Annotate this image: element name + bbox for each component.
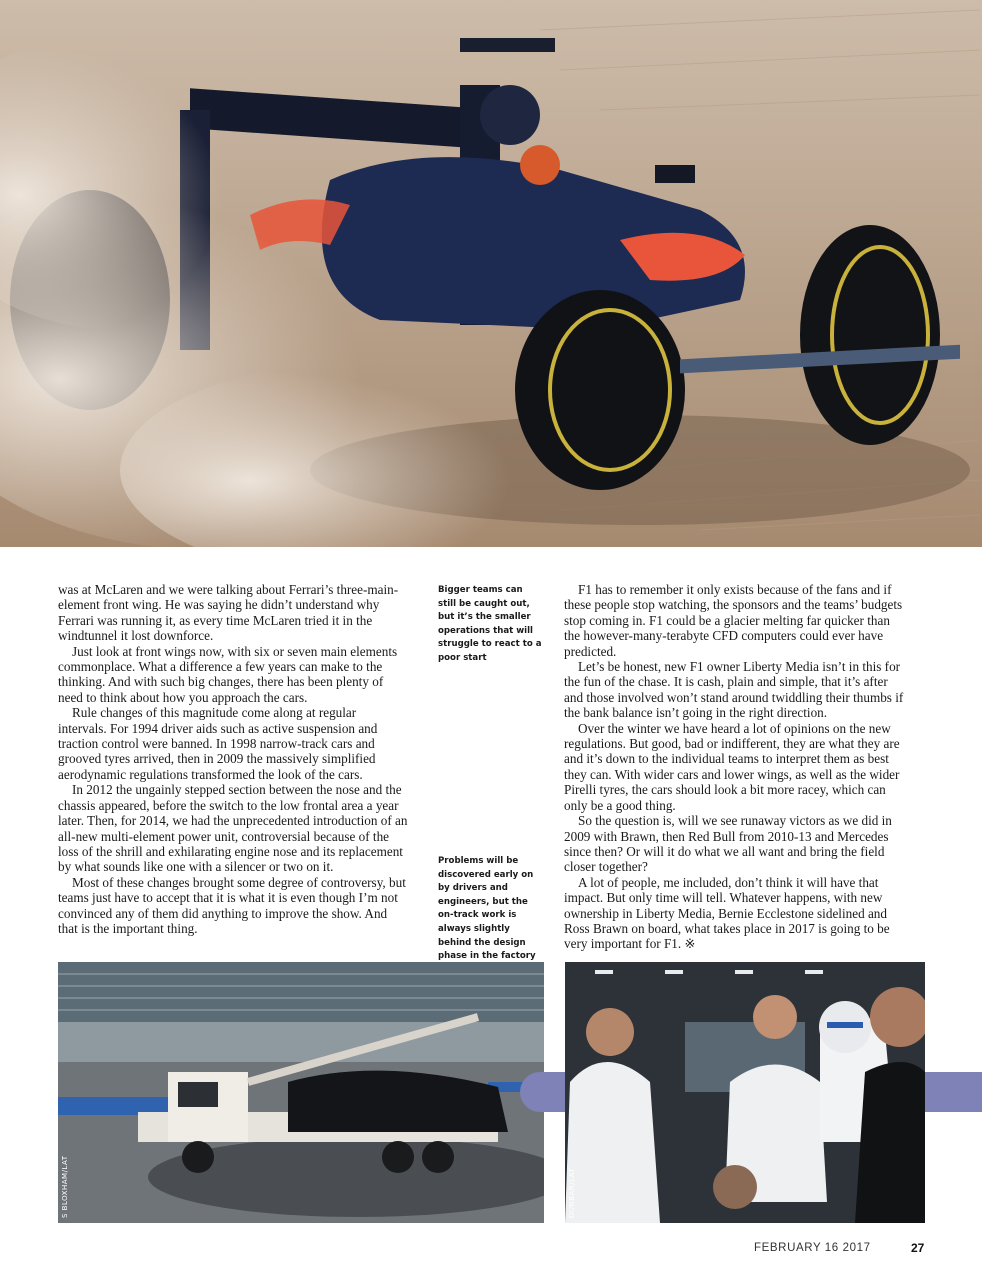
truck-window: [178, 1082, 218, 1107]
airbox: [480, 85, 540, 145]
issue-date: FEBRUARY 16 2017: [754, 1242, 871, 1254]
photo-credit: DUNBAR/LAT: [568, 1167, 576, 1218]
paragraph: So the question is, will we see runaway victors as we did in 2009 with Brawn, then Red Bull from 2010-13 and Mercedes since then? Or will it do what we all want and bring the field closer together?: [564, 813, 892, 875]
truck-wheel: [382, 1141, 414, 1173]
photo-recovery-truck: [58, 962, 544, 1223]
hero-photo: [0, 0, 982, 547]
accent-tab: [925, 1072, 982, 1112]
paragraph: F1 has to remember it only exists because of the fans and if these people stop watching, the sponsors and the teams’ budgets stop coming in. F1 could be a glacier melting far quicker than the however-many-terabyte CFD computers could ever have predicted.: [564, 582, 903, 659]
engineer-bottom-head: [713, 1165, 757, 1209]
paragraph: Most of these changes brought some degree of controversy, but teams just have to accept that it is what it is even though I’m not convinced any of them did anything to improve the show. And that is the important thing.: [58, 874, 406, 936]
front-right-tyre: [800, 225, 940, 445]
paragraph-text: A lot of people, me included, don’t think it will have that impact. But only time will tell. Whatever happens, with new ownership in Liberty Media, Bernie Ecclestone sidelined and Ross Brawn on board, what takes place in 2017 is going to be very important for F1.: [564, 874, 890, 952]
page-number: 27: [911, 1241, 925, 1255]
paragraph: In 2012 the ungainly stepped section between the nose and the chassis appeared, before the switch to the low frontal area a year later. Then, for 2014, we had the unprecedented introduction of an all-new multi-element power unit, controversial because of the loss of the shrill and exhilarating engine nose and its replacement by what sounds like one with a silencer or two on it.: [58, 782, 408, 875]
team-garage-illustration: [565, 962, 925, 1223]
paragraph: [564, 875, 908, 952]
paragraph: Over the winter we have heard a lot of opinions on the new regulations. But good, bad or indifferent, they are what they are and it’s down to the individual teams to interpret them as best they can. With wider cars and lower wings, as well as the wider Pirelli tyres, the cars should look a bit more racey, which can only be a good thing.: [564, 720, 900, 813]
truck-wheel: [182, 1141, 214, 1173]
engineer-centre-head: [753, 995, 797, 1039]
engineer-right: [855, 1062, 925, 1223]
end-mark-icon: ※: [684, 936, 696, 952]
truck-wheel: [422, 1141, 454, 1173]
paragraph: Rule changes of this magnitude come along at regular intervals. For 1994 driver aids such as active suspension and traction control were banned. In 1998 narrow-track cars and grooved tyres arrived, then in 2009 the massively simplified aerodynamic regulations transformed the look of the cars.: [58, 705, 378, 782]
pull-quote: Problems will be discovered early on by drivers and engineers, but the on-track work is always slightly behind the design phase in the factory: [438, 856, 536, 962]
driver-helmet: [520, 145, 560, 185]
engineer-left: [565, 1062, 660, 1223]
paragraph: Just look at front wings now, with six or seven main elements commonplace. What a difference a few years can make to the thinking. And with such big changes, there has been plenty of need to think about how you approach the cars.: [58, 643, 398, 705]
pull-quote: Bigger teams can still be caught out, but it’s the smaller operations that will struggle to react to a poor start: [438, 585, 542, 663]
photo-team-garage: [565, 962, 925, 1223]
hero-illustration: [0, 0, 982, 547]
photo-credit: S BLOXHAM/LAT: [61, 1155, 69, 1218]
paragraph: Let’s be honest, new F1 owner Liberty Media isn’t in this for the fun of the chase. It is cash, plain and simple, that it’s after and those involved won’t stand around twiddling their thumbs if the bank balance isn’t going in the right direction.: [564, 659, 904, 721]
camera-pod: [460, 38, 555, 52]
paragraph: was at McLaren and we were talking about Ferrari’s three-main-element front wing. He was saying he didn’t understand why Ferrari was running it, as every time McLaren tried it in the windtunnel it lost downforce.: [58, 582, 399, 644]
pit-wall: [58, 1022, 544, 1062]
article-column-left: [58, 582, 408, 936]
accent-tab: [520, 1072, 565, 1112]
engineer-left-head: [586, 1008, 634, 1056]
helmet-stripe: [827, 1022, 863, 1028]
mirror: [655, 165, 695, 183]
recovery-truck-illustration: [58, 962, 544, 1223]
article-column-right: [564, 582, 908, 952]
grandstand: [58, 962, 544, 1022]
